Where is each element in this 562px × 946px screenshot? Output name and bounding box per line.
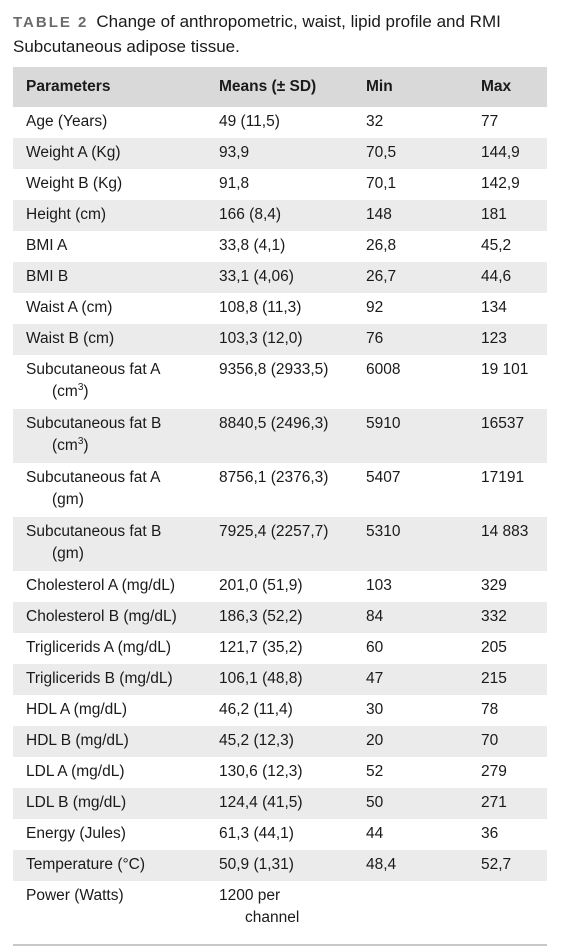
cell-max: 44,6: [481, 268, 512, 285]
cell-means: 130,6 (12,3): [219, 763, 303, 780]
cell-parameter: Weight A (Kg): [26, 144, 121, 161]
cell-parameter: Age (Years): [26, 113, 108, 130]
table-row: [13, 107, 547, 138]
cell-means: 7925,4 (2257,7): [219, 523, 329, 540]
cell-parameter-line1: Subcutaneous fat A: [26, 361, 161, 378]
cell-max: 271: [481, 794, 507, 811]
cell-max: 205: [481, 639, 507, 656]
cell-max: 144,9: [481, 144, 520, 161]
cell-means: 121,7 (35,2): [219, 639, 303, 656]
unit-text: (cm: [52, 437, 78, 454]
table-row: [13, 788, 547, 819]
table-row: [13, 293, 547, 324]
table-row: [13, 850, 547, 881]
cell-min: 26,7: [366, 268, 397, 285]
cell-parameter: Temperature (°C): [26, 856, 146, 873]
cell-parameter: Power (Watts): [26, 887, 124, 904]
cell-parameter: Waist A (cm): [26, 299, 113, 316]
cell-parameter: Cholesterol A (mg/dL): [26, 577, 176, 594]
table-row: [13, 463, 547, 517]
cell-means: 9356,8 (2933,5): [219, 361, 329, 378]
cell-parameter: BMI A: [26, 237, 68, 254]
cell-min: 6008: [366, 361, 401, 378]
cell-parameter: [13, 359, 206, 403]
unit-close: ): [83, 437, 89, 454]
cell-means: 46,2 (11,4): [219, 701, 293, 718]
cell-max: 17191: [481, 469, 525, 486]
table-row: [13, 571, 547, 602]
header-max: Max: [481, 78, 512, 95]
table-row: [13, 138, 547, 169]
cell-min: 32: [366, 113, 384, 130]
cell-means: [206, 885, 353, 929]
cell-min: 30: [366, 701, 384, 718]
table-row: [13, 819, 547, 850]
cell-parameter-line2: (gm): [52, 545, 84, 562]
unit-superscript: 3: [77, 435, 84, 447]
cell-means: 106,1 (48,8): [219, 670, 303, 687]
table-row: [13, 633, 547, 664]
cell-parameter: HDL A (mg/dL): [26, 701, 128, 718]
cell-max: 279: [481, 763, 507, 780]
cell-parameter: HDL B (mg/dL): [26, 732, 129, 749]
cell-means: 45,2 (12,3): [219, 732, 294, 749]
cell-min: 26,8: [366, 237, 397, 254]
cell-parameter: Cholesterol B (mg/dL): [26, 608, 177, 625]
cell-max: 329: [481, 577, 507, 594]
cell-min: 148: [366, 206, 392, 223]
cell-parameter-line1: Subcutaneous fat A: [26, 469, 161, 486]
cell-means: 61,3 (44,1): [219, 825, 294, 842]
table-header-row: [13, 67, 547, 107]
cell-parameter-line2: [26, 435, 206, 457]
table-label: TABLE 2: [13, 14, 89, 31]
header-parameters: Parameters: [26, 78, 111, 95]
cell-max: 52,7: [481, 856, 512, 873]
cell-means: 50,9 (1,31): [219, 856, 294, 873]
cell-parameter: LDL A (mg/dL): [26, 763, 125, 780]
table-row: [13, 695, 547, 726]
table-row: [13, 324, 547, 355]
cell-means-line2: channel: [245, 909, 300, 926]
cell-min: 20: [366, 732, 384, 749]
table-row: [13, 881, 547, 944]
cell-means: 201,0 (51,9): [219, 577, 303, 594]
cell-min: 50: [366, 794, 384, 811]
table-row: [13, 517, 547, 571]
cell-max: 45,2: [481, 237, 512, 254]
cell-parameter: Height (cm): [26, 206, 107, 223]
cell-parameter: LDL B (mg/dL): [26, 794, 127, 811]
cell-means: 124,4 (41,5): [219, 794, 303, 811]
cell-parameter: BMI B: [26, 268, 69, 285]
table-row: [13, 664, 547, 695]
cell-max: 36: [481, 825, 499, 842]
cell-min: 5910: [366, 415, 401, 432]
cell-parameter-line2: [26, 381, 206, 403]
cell-means: 91,8: [219, 175, 250, 192]
cell-parameter-line2: (gm): [52, 491, 84, 508]
cell-min: 92: [366, 299, 384, 316]
table-row: [13, 757, 547, 788]
table-title: Change of anthropometric, waist, lipid profile and RMI Subcutaneous adipose tissue.: [13, 12, 501, 56]
cell-max: 332: [481, 608, 507, 625]
cell-max: 134: [481, 299, 507, 316]
unit-superscript: 3: [77, 381, 84, 393]
cell-means: 103,3 (12,0): [219, 330, 303, 347]
table-row: [13, 169, 547, 200]
table-row: [13, 726, 547, 757]
cell-max: 14 883: [481, 523, 529, 540]
cell-min: 44: [366, 825, 384, 842]
cell-max: 70: [481, 732, 499, 749]
cell-min: 48,4: [366, 856, 397, 873]
cell-means: 8756,1 (2376,3): [219, 469, 329, 486]
cell-parameter-line1: Subcutaneous fat B: [26, 523, 162, 540]
unit-close: ): [83, 383, 89, 400]
cell-max: 77: [481, 113, 499, 130]
cell-means: 186,3 (52,2): [219, 608, 303, 625]
cell-means: 8840,5 (2496,3): [219, 415, 329, 432]
table-caption: [13, 10, 553, 59]
cell-parameter: Triglicerids B (mg/dL): [26, 670, 173, 687]
table-row: [13, 231, 547, 262]
table-row: [13, 409, 547, 463]
cell-max: 78: [481, 701, 499, 718]
cell-means: 33,8 (4,1): [219, 237, 286, 254]
cell-min: 5310: [366, 523, 401, 540]
cell-min: 103: [366, 577, 392, 594]
cell-min: 47: [366, 670, 384, 687]
cell-means: 33,1 (4,06): [219, 268, 294, 285]
cell-min: 70,5: [366, 144, 397, 161]
cell-min: 70,1: [366, 175, 397, 192]
cell-max: 142,9: [481, 175, 520, 192]
cell-parameter: Weight B (Kg): [26, 175, 123, 192]
header-means: Means (± SD): [219, 78, 317, 95]
data-table: [13, 67, 547, 946]
cell-min: 52: [366, 763, 384, 780]
unit-text: (cm: [52, 383, 78, 400]
cell-parameter-line1: Subcutaneous fat B: [26, 415, 162, 432]
cell-parameter: [13, 521, 206, 565]
cell-means: 93,9: [219, 144, 250, 161]
cell-parameter: [13, 413, 206, 457]
cell-max: 123: [481, 330, 507, 347]
table-row: [13, 200, 547, 231]
cell-means: 108,8 (11,3): [219, 299, 302, 316]
cell-means: 49 (11,5): [219, 113, 280, 130]
cell-max: 215: [481, 670, 507, 687]
table-row: [13, 355, 547, 409]
cell-min: 84: [366, 608, 384, 625]
table-row: [13, 262, 547, 293]
cell-means: 166 (8,4): [219, 206, 282, 223]
cell-parameter: Waist B (cm): [26, 330, 115, 347]
cell-means-line1: 1200 per: [219, 887, 281, 904]
cell-min: 76: [366, 330, 384, 347]
cell-max: 19 101: [481, 361, 529, 378]
cell-parameter: [13, 467, 206, 511]
cell-max: 181: [481, 206, 507, 223]
cell-parameter: Triglicerids A (mg/dL): [26, 639, 171, 656]
table-row: [13, 602, 547, 633]
cell-min: 60: [366, 639, 384, 656]
cell-parameter: Energy (Jules): [26, 825, 126, 842]
header-min: Min: [366, 78, 393, 95]
cell-min: 5407: [366, 469, 401, 486]
cell-max: 16537: [481, 415, 525, 432]
